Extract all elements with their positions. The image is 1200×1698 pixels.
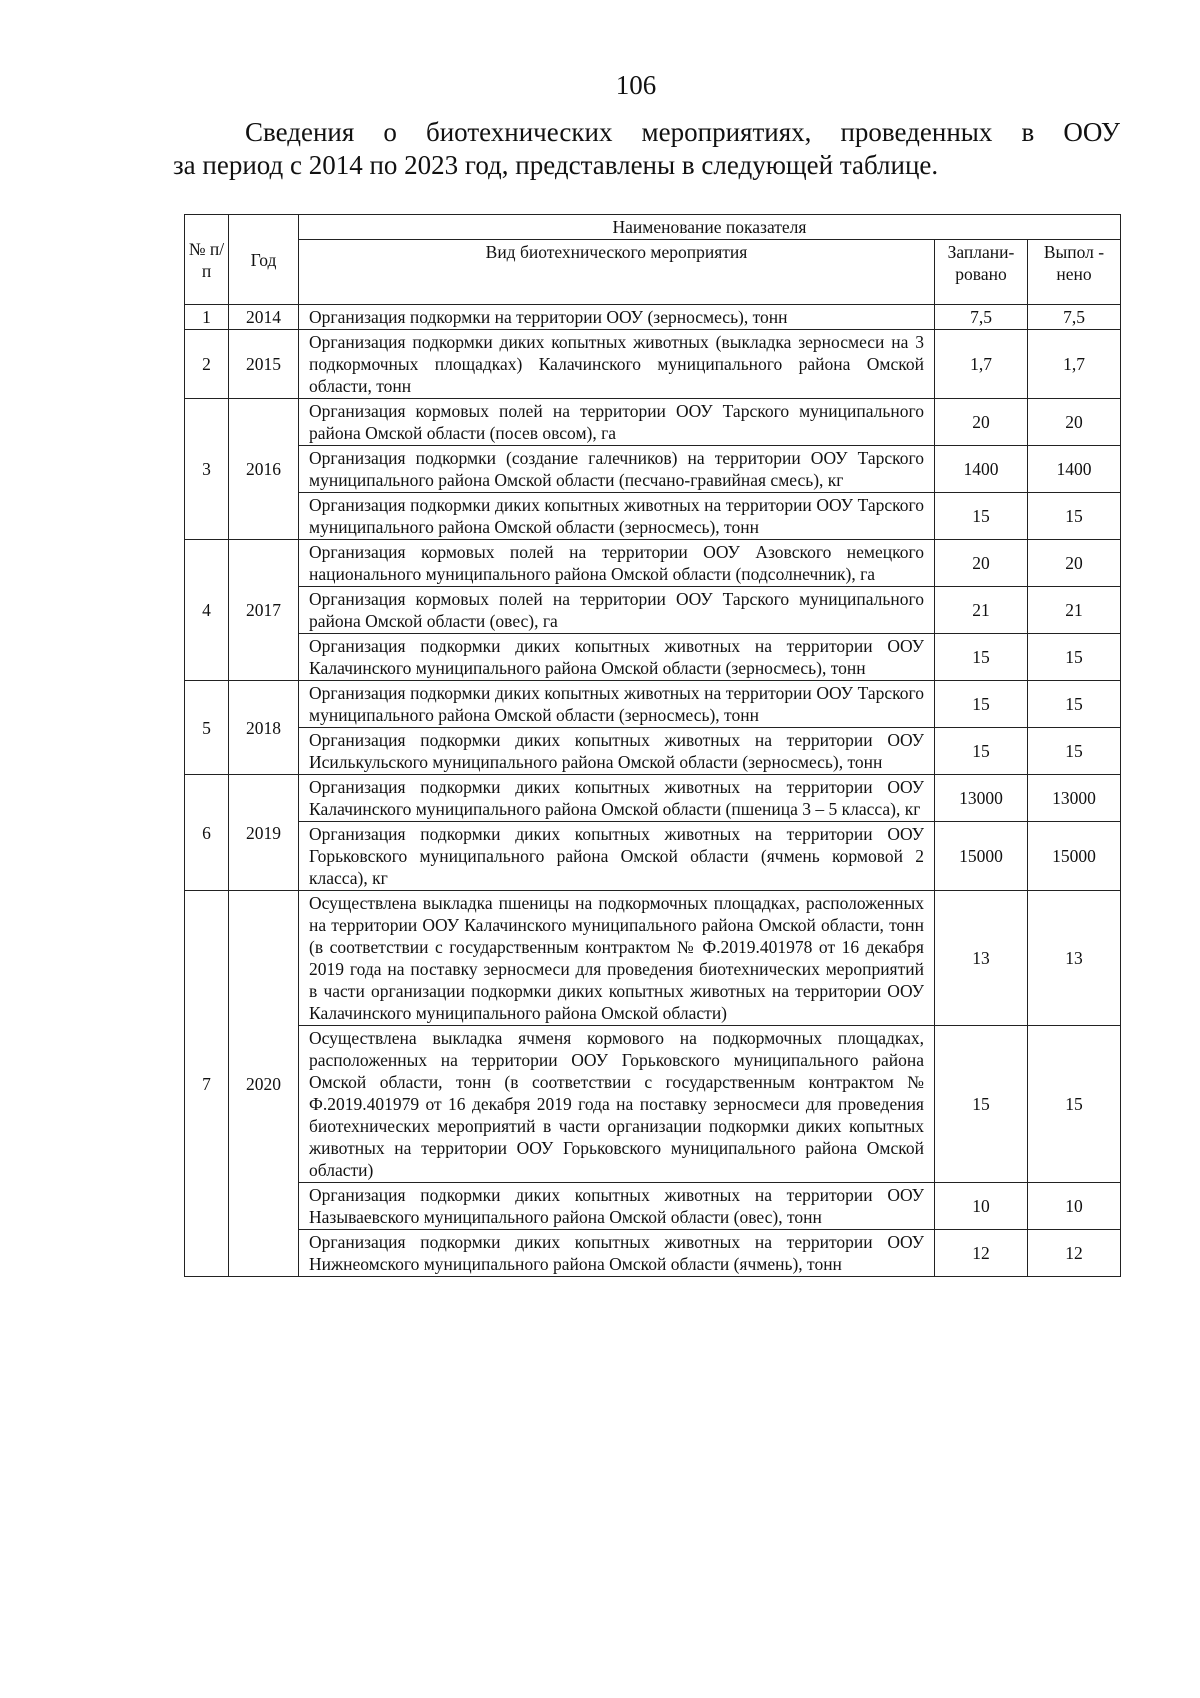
row-year: 2020 — [229, 891, 299, 1277]
activity-description: Организация подкормки диких копытных животных на территории ООУ Тарского муниципального района Омской области (зерносмесь), тонн — [299, 493, 935, 540]
planned-value: 20 — [935, 399, 1028, 446]
activity-description: Организация подкормки (создание галечников) на территории ООУ Тарского муниципального района Омской области (песчано-гравийная смесь), кг — [299, 446, 935, 493]
done-value: 15 — [1028, 681, 1121, 728]
row-number: 1 — [185, 305, 229, 330]
intro-paragraph — [173, 116, 1120, 182]
planned-value: 15 — [935, 493, 1028, 540]
activity-description: Осуществлена выкладка пшеницы на подкормочных площадках, расположенных на территории ООУ Калачинского муниципального района Омской области, тонн (в соответствии с государственным контрактом № Ф.2019.401978 от 16 декабря 2019 года на поставку зерносмеси для проведения биотехнических мероприятий в части организации подкормки диких копытных животных на территории ООУ Калачинского муниципального района Омской области) — [299, 891, 935, 1026]
planned-value: 15 — [935, 1026, 1028, 1183]
done-value: 15 — [1028, 634, 1121, 681]
activity-description: Организация кормовых полей на территории ООУ Тарского муниципального района Омской области (овес), га — [299, 587, 935, 634]
row-number: 4 — [185, 540, 229, 681]
activity-description: Организация подкормки на территории ООУ (зерносмесь), тонн — [299, 305, 935, 330]
row-number: 5 — [185, 681, 229, 775]
done-value: 13000 — [1028, 775, 1121, 822]
row-year: 2016 — [229, 399, 299, 540]
table-row — [185, 540, 1121, 587]
planned-value: 21 — [935, 587, 1028, 634]
activity-description: Организация кормовых полей на территории ООУ Тарского муниципального района Омской области (посев овсом), га — [299, 399, 935, 446]
planned-value: 15 — [935, 728, 1028, 775]
planned-value: 7,5 — [935, 305, 1028, 330]
activity-description: Организация подкормки диких копытных животных на территории ООУ Калачинского муниципального района Омской области (зерносмесь), тонн — [299, 634, 935, 681]
row-year: 2019 — [229, 775, 299, 891]
intro-line-2: за период с 2014 по 2023 год, представлены в следующей таблице. — [173, 150, 939, 180]
row-year: 2018 — [229, 681, 299, 775]
table-row — [185, 775, 1121, 822]
activity-description: Организация подкормки диких копытных животных на территории ООУ Калачинского муниципального района Омской области (пшеница 3 – 5 класса), кг — [299, 775, 935, 822]
done-value: 20 — [1028, 399, 1121, 446]
table-row — [185, 305, 1121, 330]
activity-description: Осуществлена выкладка ячменя кормового на подкормочных площадках, расположенных на территории ООУ Горьковского муниципального района Омской области, тонн (в соответствии с государственным контрактом № Ф.2019.401979 от 16 декабря 2019 года на поставку зерносмеси для проведения биотехнических мероприятий в части организации подкормки диких копытных животных на территории ООУ Горьковского муниципального района Омской области) — [299, 1026, 935, 1183]
planned-value: 13 — [935, 891, 1028, 1026]
done-value: 1,7 — [1028, 330, 1121, 399]
activity-description: Организация подкормки диких копытных животных на территории ООУ Называевского муниципального района Омской области (овес), тонн — [299, 1183, 935, 1230]
table-row — [185, 891, 1121, 1026]
planned-value: 1,7 — [935, 330, 1028, 399]
done-value: 15000 — [1028, 822, 1121, 891]
done-value: 1400 — [1028, 446, 1121, 493]
table-row — [185, 493, 1121, 540]
done-value: 13 — [1028, 891, 1121, 1026]
row-number: 2 — [185, 330, 229, 399]
done-value: 15 — [1028, 1026, 1121, 1183]
table-row — [185, 446, 1121, 493]
planned-value: 15000 — [935, 822, 1028, 891]
done-value: 7,5 — [1028, 305, 1121, 330]
table-row — [185, 1183, 1121, 1230]
done-value: 10 — [1028, 1183, 1121, 1230]
header-done: Выпол - нено — [1028, 240, 1121, 305]
table-row — [185, 587, 1121, 634]
activity-description: Организация подкормки диких копытных животных на территории ООУ Исилькульского муниципального района Омской области (зерносмесь), тонн — [299, 728, 935, 775]
planned-value: 15 — [935, 634, 1028, 681]
activity-description: Организация подкормки диких копытных животных на территории ООУ Нижнеомского муниципального района Омской области (ячмень), тонн — [299, 1230, 935, 1277]
header-year: Год — [229, 215, 299, 305]
row-number: 3 — [185, 399, 229, 540]
planned-value: 1400 — [935, 446, 1028, 493]
activity-description: Организация кормовых полей на территории ООУ Азовского немецкого национального муниципального района Омской области (подсолнечник), га — [299, 540, 935, 587]
table-row — [185, 399, 1121, 446]
done-value: 15 — [1028, 493, 1121, 540]
table-row — [185, 634, 1121, 681]
table-row — [185, 822, 1121, 891]
page-number: 106 — [615, 70, 657, 100]
planned-value: 15 — [935, 681, 1028, 728]
row-year: 2014 — [229, 305, 299, 330]
activity-description: Организация подкормки диких копытных животных на территории ООУ Горьковского муниципального района Омской области (ячмень кормовой 2 класса), кг — [299, 822, 935, 891]
header-num: № п/ п — [185, 215, 229, 305]
activity-description: Организация подкормки диких копытных животных на территории ООУ Тарского муниципального района Омской области (зерносмесь), тонн — [299, 681, 935, 728]
done-value: 20 — [1028, 540, 1121, 587]
table-row — [185, 728, 1121, 775]
done-value: 15 — [1028, 728, 1121, 775]
done-value: 21 — [1028, 587, 1121, 634]
table-row — [185, 681, 1121, 728]
header-planned: Заплани- ровано — [935, 240, 1028, 305]
row-number: 6 — [185, 775, 229, 891]
row-year: 2017 — [229, 540, 299, 681]
biotech-activities-table — [184, 214, 1121, 1277]
row-number: 7 — [185, 891, 229, 1277]
planned-value: 13000 — [935, 775, 1028, 822]
table-row — [185, 1026, 1121, 1183]
planned-value: 10 — [935, 1183, 1028, 1230]
planned-value: 12 — [935, 1230, 1028, 1277]
intro-line-1: Сведения о биотехнических мероприятиях, проведенных в ООУ — [245, 117, 1120, 147]
table-row — [185, 330, 1121, 399]
activity-description: Организация подкормки диких копытных животных (выкладка зерносмеси на 3 подкормочных площадках) Калачинского муниципального района Омской области, тонн — [299, 330, 935, 399]
header-activity-type: Вид биотехнического мероприятия — [299, 240, 935, 305]
table-header — [185, 215, 1121, 305]
table-body — [185, 305, 1121, 1277]
row-year: 2015 — [229, 330, 299, 399]
header-indicator: Наименование показателя — [299, 215, 1121, 240]
table-row — [185, 1230, 1121, 1277]
planned-value: 20 — [935, 540, 1028, 587]
done-value: 12 — [1028, 1230, 1121, 1277]
